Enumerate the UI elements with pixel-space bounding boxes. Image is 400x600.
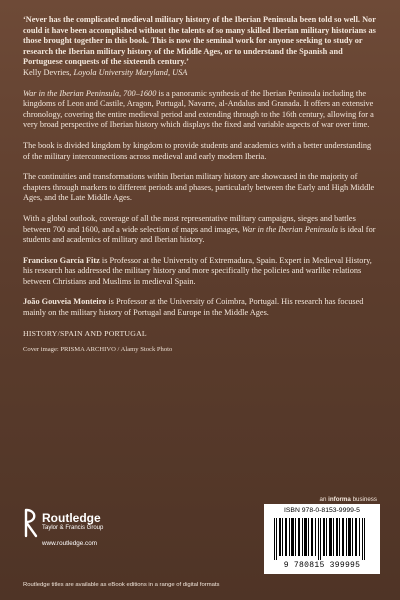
isbn-barcode: [264, 504, 380, 574]
subject-category: HISTORY/SPAIN AND PORTUGAL: [23, 328, 147, 338]
publisher-url: www.routledge.com: [42, 540, 97, 547]
publisher-logo: [23, 506, 173, 554]
author-1-bio: is Professor at the University of Extremadura, Spain. Expert in Medieval History, his research has addressed the military history and more specifically the policies and warlike relations between Christians and Muslims in medieval Spain.: [23, 255, 372, 286]
endorsement-attribution: [23, 68, 377, 79]
book-title-inline-2: War in the Iberian Peninsula: [241, 224, 338, 234]
publisher-group: Taylor & Francis Group: [42, 525, 104, 531]
author-bio-1: [23, 256, 377, 288]
book-title-inline: War in the Iberian Peninsula, 700–1600: [23, 88, 157, 98]
ebook-availability-note: Routledge titles are available as eBook editions in a range of digital formats: [23, 582, 220, 588]
quote-author: Kelly Devries,: [23, 67, 72, 77]
author-bio-2: [23, 297, 377, 318]
quote-affiliation: Loyola University Maryland, USA: [73, 67, 188, 77]
author-1-name: Francisco García Fitz: [23, 255, 100, 265]
cover-image-credit: Cover image: PRISMA ARCHIVO / Alamy Stock Photo: [23, 345, 173, 353]
barcode-number: 9 780815 399995: [283, 561, 361, 570]
intro-text: is a panoramic synthesis of the Iberian Peninsula including the kingdoms of Leon and Castile, Aragon, Portugal, Navarre, al-Andalus and Granada. It offers an extensive chronology, covering the entire medieval period and extending through to the 16th century, allowing for a very broad perspective of Iberian history which displays the fixed and variable aspects of war over time.: [23, 88, 374, 130]
informa-bold: informa: [328, 496, 351, 503]
description-paragraph-3: The continuities and transformations within Iberian military history are showcased in the majority of chapters through markers to different periods and phases, particularly between the Early and High Middle Ages, and the Late Middle Ages.: [23, 172, 375, 203]
routledge-r-icon: [23, 508, 39, 538]
publisher-name: Routledge: [42, 511, 101, 525]
informa-suffix: business: [350, 496, 377, 503]
para4-start: With a global outlook, coverage of all the most representative military campaigns, sieges and battles between 700 and 1600, and a wide selection of maps and images,: [23, 213, 356, 234]
author-2-bio: is Professor at the University of Coimbra, Portugal. His research has focused mainly on the military history of Portugal and Europe in the Middle Ages.: [23, 297, 364, 318]
description-paragraph-4: [23, 214, 377, 246]
author-2-name: João Gouveia Monteiro: [23, 297, 107, 307]
barcode-bars: [272, 518, 372, 560]
isbn-label: ISBN 978-0-8153-9999-5: [284, 507, 360, 514]
informa-prefix: an: [319, 496, 329, 503]
description-intro: [23, 89, 377, 131]
informa-business-tag: [320, 496, 377, 503]
endorsement-quote: ‘Never has the complicated medieval military history of the Iberian Peninsula been told so well. Nor could it have been accomplished without the talents of so many skilled Iberian military historians as those brought together in this book. This is now the seminal work for anyone seeking to study or research the Iberian military history of the Middle Ages, or to understand the Spanish and Portuguese conquests of the sixteenth century.’: [23, 15, 376, 67]
para4-end: is ideal for students and academics of military and Iberian history.: [23, 224, 376, 245]
description-paragraph-2: The book is divided kingdom by kingdom to provide students and academics with a better understanding of the military interconnections across medieval and early modern Iberia.: [23, 140, 372, 161]
back-cover-text: [23, 15, 377, 353]
